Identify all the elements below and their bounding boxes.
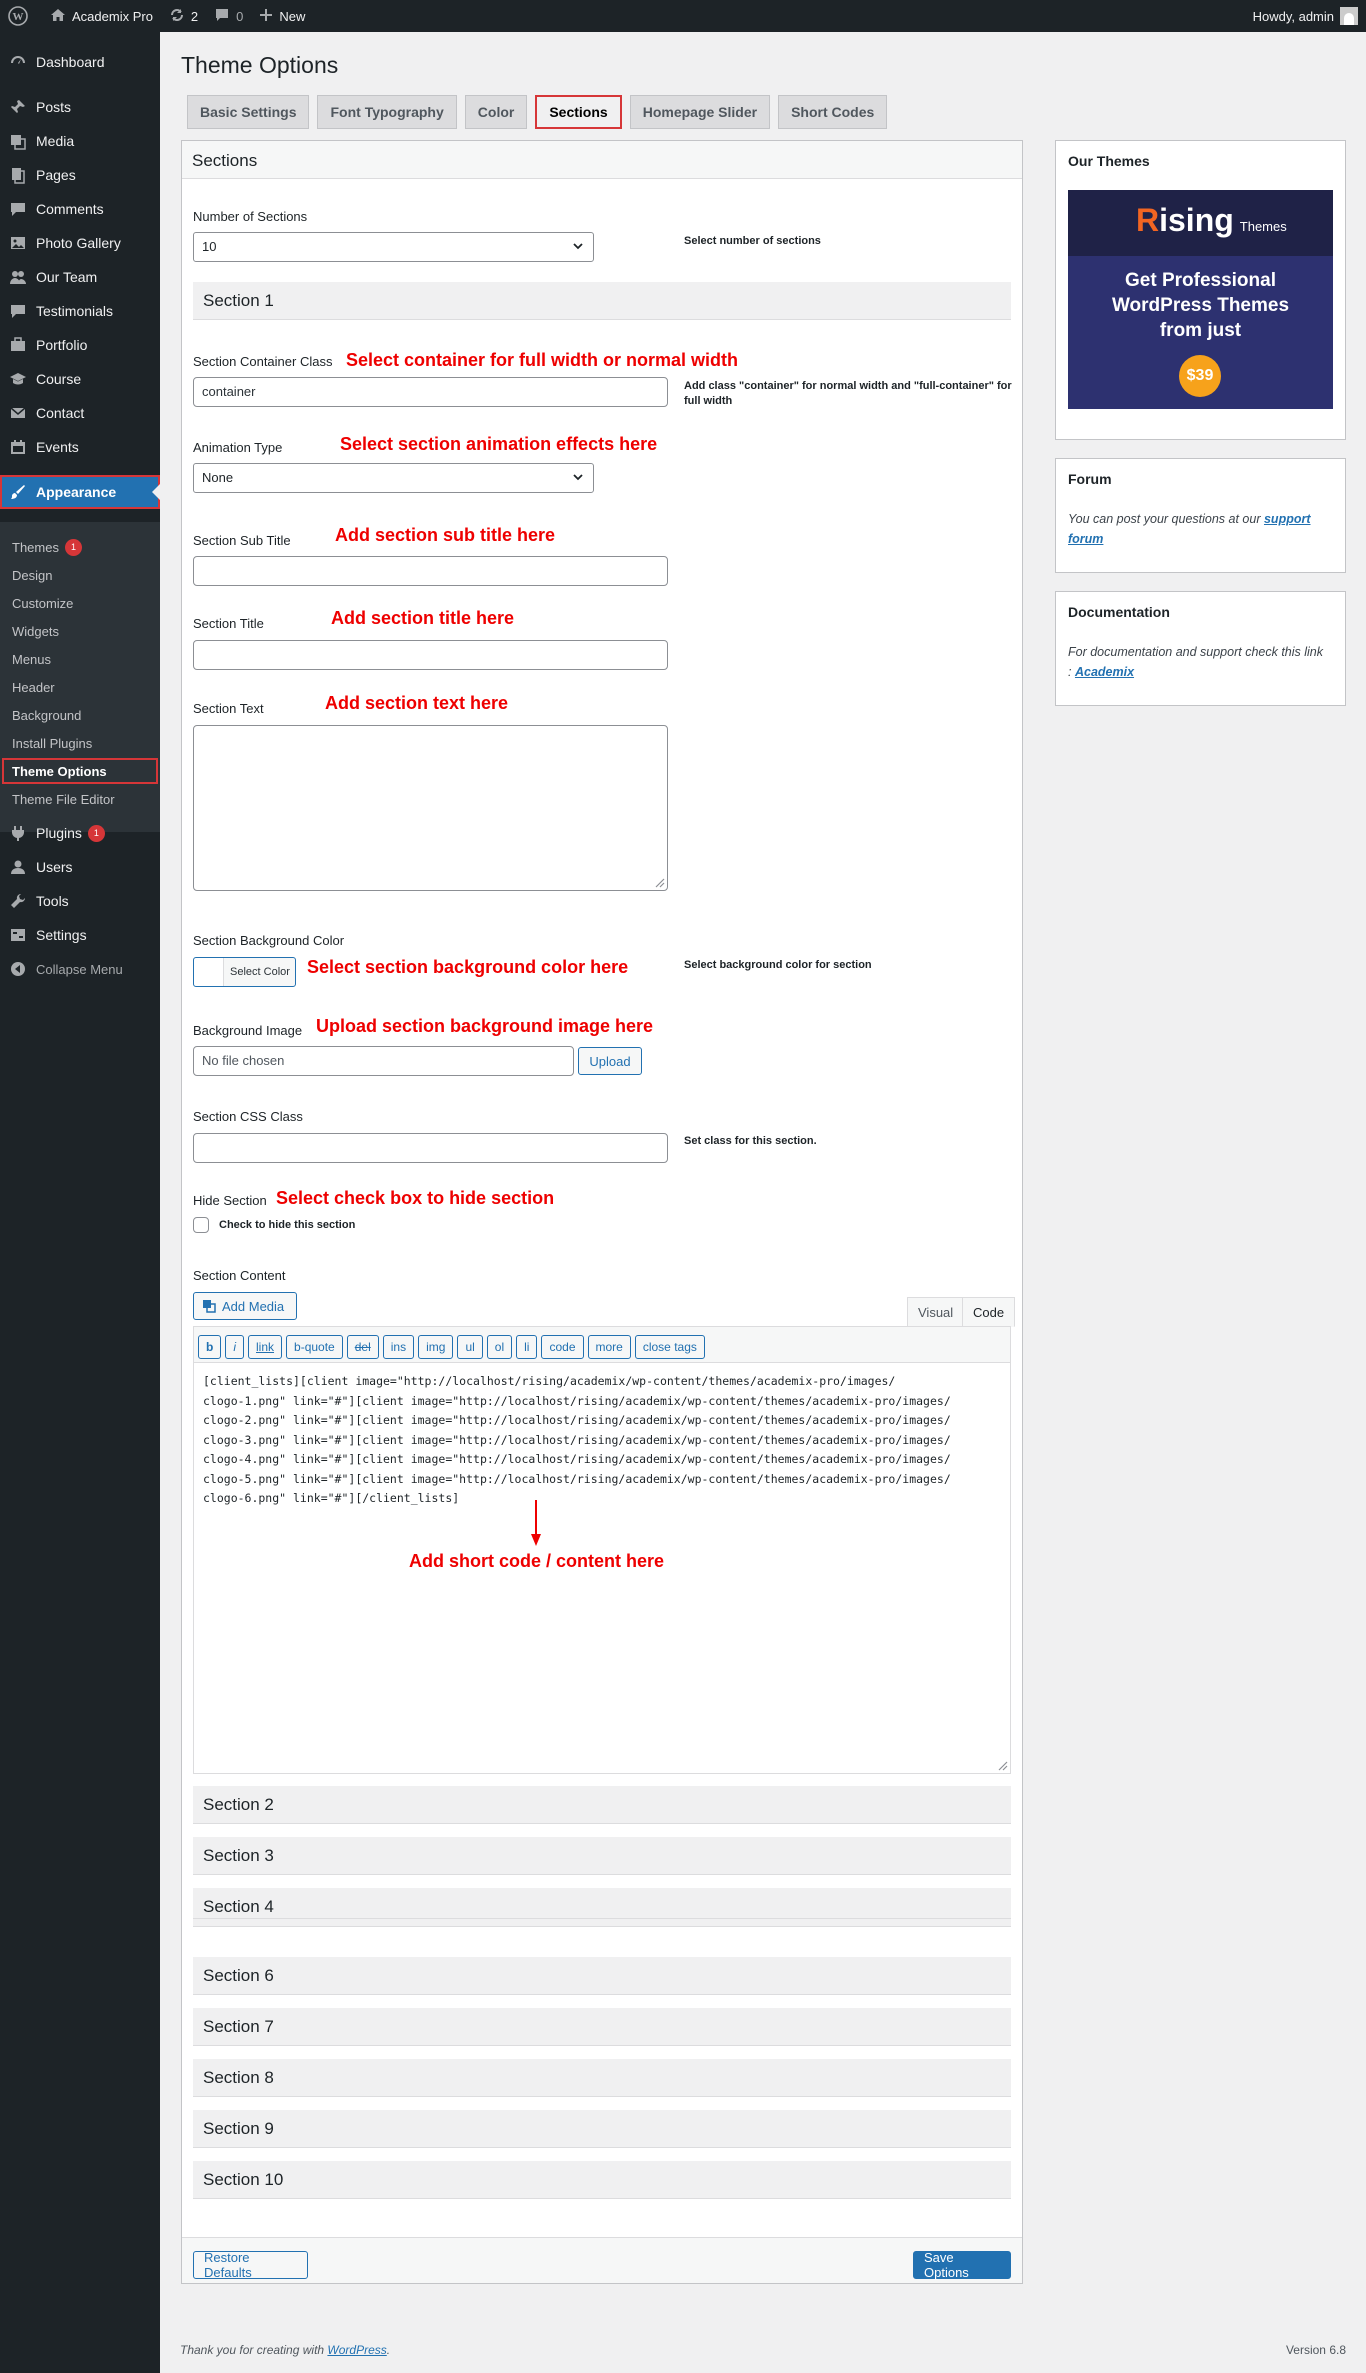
menu-label: Portfolio	[36, 337, 88, 353]
resize-grip-icon[interactable]	[653, 876, 665, 888]
qt-bold-button[interactable]: b	[198, 1335, 221, 1359]
documentation-title: Documentation	[1068, 604, 1170, 620]
qt-close-tags-button[interactable]: close tags	[635, 1335, 705, 1359]
qt-del-button[interactable]: del	[347, 1335, 379, 1359]
submenu-label: Design	[12, 567, 53, 583]
submenu-label: Background	[12, 707, 82, 723]
wordpress-logo-icon[interactable]	[0, 0, 42, 32]
section-9-header[interactable]: Section 9	[193, 2110, 1011, 2148]
submenu-widgets[interactable]	[0, 618, 160, 644]
price-badge: $39	[1179, 355, 1221, 397]
submenu-label: Install Plugins	[12, 735, 93, 751]
pin-icon	[8, 97, 28, 117]
section-content-code	[203, 1372, 951, 1509]
submenu-themes[interactable]	[0, 534, 160, 560]
section-2-header[interactable]: Section 2	[193, 1786, 1011, 1824]
submenu-label: Themes	[12, 539, 59, 555]
menu-appearance[interactable]	[0, 475, 160, 509]
forum-title: Forum	[1068, 471, 1112, 487]
collapse-arrow-icon	[8, 959, 28, 979]
sub-title-input[interactable]	[193, 556, 668, 586]
documentation-text	[1068, 642, 1338, 682]
options-tabs	[187, 95, 887, 129]
mail-icon	[8, 403, 28, 423]
qt-bquote-button[interactable]: b-quote	[286, 1335, 343, 1359]
menu-our-team[interactable]	[0, 260, 160, 294]
menu-label: Dashboard	[36, 54, 105, 70]
doc-prefix: :	[1068, 665, 1072, 679]
pages-icon	[8, 165, 28, 185]
css-class-hint: Set class for this section.	[684, 1135, 817, 1147]
plus-icon	[259, 8, 279, 25]
add-media-label: Add Media	[222, 1298, 285, 1314]
submenu-theme-file-editor[interactable]	[0, 786, 160, 812]
admin-sidebar	[0, 32, 160, 2373]
calendar-icon	[8, 437, 28, 457]
tab-homepage-slider[interactable]: Homepage Slider	[630, 95, 770, 129]
documentation-box	[1055, 591, 1346, 706]
forum-text-body: You can post your questions at our	[1068, 512, 1261, 526]
submenu-label: Theme Options	[12, 763, 107, 779]
site-name-link[interactable]	[42, 0, 161, 32]
qt-ul-button[interactable]: ul	[457, 1335, 482, 1359]
code-line: clogo-4.png" link="#"][client image="http://localhost/rising/academix/wp-content/themes/academix-pro/images/	[203, 1452, 951, 1466]
menu-pages[interactable]	[0, 158, 160, 192]
panel-title: Sections	[182, 141, 1022, 179]
annotation-subtitle: Add section sub title here	[335, 525, 556, 545]
code-line: clogo-3.png" link="#"][client image="http://localhost/rising/academix/wp-content/themes/academix-pro/images/	[203, 1432, 951, 1447]
num-sections-label: Number of Sections	[193, 209, 308, 224]
section-4-header[interactable]: Section 4	[193, 1888, 1011, 1919]
comment-icon	[214, 7, 236, 26]
submenu-label: Header	[12, 679, 55, 695]
animation-type-value: None	[202, 470, 234, 485]
section-content-label: Section Content	[193, 1268, 286, 1283]
qt-link-button[interactable]: link	[248, 1335, 282, 1359]
submenu-label: Widgets	[12, 623, 59, 639]
annotation-content: Add short code / content here	[409, 1551, 665, 1571]
code-tab[interactable]: Code	[962, 1297, 1015, 1327]
num-sections-hint: Select number of sections	[684, 235, 821, 247]
bg-color-label: Section Background Color	[193, 933, 345, 948]
chevron-down-icon	[571, 239, 585, 256]
logo-sub: Themes	[1239, 219, 1287, 234]
menu-label: Collapse Menu	[36, 961, 123, 977]
css-class-label: Section CSS Class	[193, 1109, 303, 1124]
sub-title-label: Section Sub Title	[193, 533, 291, 548]
restore-defaults-button[interactable]: Restore Defaults	[193, 2251, 308, 2279]
user-icon	[8, 857, 28, 877]
site-name-label: Academix Pro	[72, 8, 153, 24]
menu-portfolio[interactable]	[0, 328, 160, 362]
code-line: clogo-5.png" link="#"][client image="http://localhost/rising/academix/wp-content/themes/academix-pro/images/	[203, 1471, 951, 1486]
media-icon	[202, 1299, 216, 1313]
css-class-input[interactable]	[193, 1133, 668, 1163]
qt-more-button[interactable]: more	[588, 1335, 631, 1359]
menu-label: Course	[36, 371, 82, 387]
menu-media[interactable]	[0, 124, 160, 158]
num-sections-value: 10	[202, 239, 217, 254]
logo-word: ising	[1159, 202, 1234, 238]
resize-grip-icon[interactable]	[996, 1759, 1008, 1771]
rising-themes-logo	[1136, 202, 1287, 239]
support-forum-link-2[interactable]: forum	[1068, 532, 1104, 546]
section-10-header[interactable]: Section 10	[193, 2161, 1011, 2199]
animation-type-select[interactable]	[193, 463, 594, 493]
bg-image-input[interactable]: No file chosen	[193, 1046, 574, 1076]
menu-label: Pages	[36, 167, 76, 183]
section-3-header[interactable]: Section 3	[193, 1837, 1011, 1875]
panel-footer	[182, 2237, 1022, 2283]
collapse-menu-button[interactable]	[0, 952, 160, 986]
qt-code-button[interactable]: code	[541, 1335, 583, 1359]
num-sections-select[interactable]	[193, 232, 594, 262]
submenu-label: Theme File Editor	[12, 791, 115, 807]
footer-thanks: Thank you for creating with	[180, 2343, 325, 2357]
comments-count: 0	[236, 8, 244, 24]
gallery-icon	[8, 233, 28, 253]
qt-ins-button[interactable]: ins	[383, 1335, 414, 1359]
annotation-text: Add section text here	[325, 693, 509, 713]
tab-short-codes[interactable]: Short Codes	[778, 95, 887, 129]
annotation-animation: Select section animation effects here	[340, 434, 658, 454]
footer-period: .	[386, 2343, 391, 2357]
down-arrow-icon	[531, 1500, 541, 1549]
upload-button[interactable]: Upload	[578, 1047, 642, 1075]
admin-bar	[0, 0, 1366, 32]
menu-users[interactable]	[0, 850, 160, 884]
menu-label: Comments	[36, 201, 104, 217]
update-badge: 1	[88, 825, 105, 842]
submenu-design[interactable]	[0, 562, 160, 588]
menu-label: Plugins	[36, 825, 82, 841]
qt-italic-button[interactable]: i	[225, 1335, 244, 1359]
tab-sections[interactable]: Sections	[535, 95, 621, 129]
menu-label: Testimonials	[36, 303, 114, 319]
account-menu[interactable]	[1253, 7, 1366, 25]
rising-themes-banner[interactable]	[1068, 190, 1333, 409]
submenu-customize[interactable]	[0, 590, 160, 616]
menu-course[interactable]	[0, 362, 160, 396]
hide-section-checkbox[interactable]	[193, 1217, 209, 1233]
logo-initial: R	[1136, 202, 1160, 238]
menu-testimonials[interactable]	[0, 294, 160, 328]
annotation-bgimage: Upload section background image here	[316, 1016, 654, 1036]
menu-events[interactable]	[0, 430, 160, 464]
quote-icon	[8, 301, 28, 321]
wp-version: Version 6.8	[1285, 2343, 1346, 2357]
update-badge: 1	[65, 539, 82, 556]
menu-label: Contact	[36, 405, 85, 421]
menu-settings[interactable]	[0, 918, 160, 952]
support-forum-link[interactable]: support	[1263, 512, 1311, 526]
howdy-text: Howdy, admin	[1252, 8, 1334, 24]
menu-plugins[interactable]	[0, 816, 160, 850]
bg-image-label: Background Image	[193, 1023, 303, 1038]
menu-contact[interactable]	[0, 396, 160, 430]
course-icon	[8, 369, 28, 389]
submenu-label: Customize	[12, 595, 74, 611]
submenu-header[interactable]	[0, 674, 160, 700]
menu-label: Media	[36, 133, 75, 149]
container-class-label: Section Container Class	[193, 354, 333, 369]
animation-type-label: Animation Type	[193, 440, 283, 455]
add-media-button[interactable]	[193, 1292, 297, 1320]
forum-box	[1055, 458, 1346, 573]
dashboard-icon	[8, 52, 28, 72]
submenu-install-plugins[interactable]	[0, 730, 160, 756]
submenu-background[interactable]	[0, 702, 160, 728]
menu-photo-gallery[interactable]	[0, 226, 160, 260]
section-title-label: Section Title	[193, 616, 264, 631]
home-icon	[50, 7, 72, 26]
menu-comments[interactable]	[0, 192, 160, 226]
section-title-input[interactable]	[193, 640, 668, 670]
new-label: New	[279, 8, 306, 24]
svg-text:W: W	[12, 11, 24, 23]
menu-label: Tools	[36, 893, 69, 909]
bg-color-picker[interactable]	[193, 957, 296, 987]
qt-li-button[interactable]: li	[516, 1335, 537, 1359]
visual-tab[interactable]: Visual	[907, 1297, 964, 1327]
banner-text	[1068, 268, 1333, 343]
menu-label: Users	[36, 859, 73, 875]
qt-img-button[interactable]: img	[418, 1335, 453, 1359]
updates-count: 2	[190, 8, 199, 24]
section-6-header[interactable]: Section 6	[193, 1957, 1011, 1995]
doc-text-body: For documentation and support check this link	[1068, 645, 1323, 659]
hide-section-label: Hide Section	[193, 1193, 267, 1208]
menu-posts[interactable]	[0, 90, 160, 124]
section-5-header-overlap	[193, 1919, 1011, 1927]
comments-link[interactable]	[206, 0, 251, 32]
menu-label: Posts	[36, 99, 72, 115]
annotation-container: Select container for full width or normal width	[346, 350, 739, 370]
submenu-label: Menus	[12, 651, 52, 667]
section-8-header[interactable]: Section 8	[193, 2059, 1011, 2097]
code-line: clogo-2.png" link="#"][client image="http://localhost/rising/academix/wp-content/themes/academix-pro/images/	[203, 1413, 951, 1427]
admin-footer	[180, 2343, 390, 2357]
save-options-button[interactable]: Save Options	[913, 2251, 1011, 2279]
menu-label: Our Team	[36, 269, 98, 285]
hide-section-checkbox-label[interactable]: Check to hide this section	[219, 1219, 356, 1231]
page-title: Theme Options	[181, 52, 339, 78]
code-line: clogo-1.png" link="#"][client image="http://localhost/rising/academix/wp-content/themes/academix-pro/images/	[203, 1393, 951, 1408]
submenu-menus[interactable]	[0, 646, 160, 672]
select-color-label: Select Color	[230, 966, 290, 978]
code-line: [client_lists][client image="http://localhost/rising/academix/wp-content/themes/academix-pro/images/	[203, 1374, 896, 1388]
container-class-input[interactable]: container	[193, 377, 668, 407]
wordpress-link[interactable]: WordPress	[327, 2343, 387, 2357]
updates-link[interactable]	[161, 0, 206, 32]
wrench-icon	[8, 891, 28, 911]
portfolio-icon	[8, 335, 28, 355]
section-7-header[interactable]: Section 7	[193, 2008, 1011, 2046]
academix-link[interactable]: Academix	[1074, 665, 1135, 679]
bg-color-hint: Select background color for section	[684, 959, 872, 971]
annotation-hide: Select check box to hide section	[276, 1188, 555, 1208]
comments-icon	[8, 199, 28, 219]
menu-label: Events	[36, 439, 79, 455]
new-content-link[interactable]	[251, 0, 313, 32]
menu-tools[interactable]	[0, 884, 160, 918]
media-icon	[8, 131, 28, 151]
section-1-header[interactable]: Section 1	[193, 282, 1011, 320]
container-class-hint: Add class "container" for normal width and "full-container" for full width	[684, 380, 1012, 407]
banner-line: WordPress Themes	[1111, 295, 1290, 316]
plugin-icon	[8, 823, 28, 843]
color-swatch	[194, 958, 224, 986]
menu-dashboard[interactable]	[0, 45, 160, 79]
chevron-down-icon	[571, 470, 585, 487]
section-text-label: Section Text	[193, 701, 264, 716]
section-text-textarea[interactable]	[193, 725, 668, 891]
submenu-theme-options[interactable]	[2, 758, 158, 784]
tab-font-typography[interactable]: Font Typography	[317, 95, 456, 129]
updates-icon	[169, 7, 191, 26]
settings-icon	[8, 925, 28, 945]
menu-label: Photo Gallery	[36, 235, 121, 251]
brush-icon	[8, 482, 28, 502]
tab-basic-settings[interactable]: Basic Settings	[187, 95, 309, 129]
avatar	[1340, 7, 1358, 25]
menu-label: Settings	[36, 927, 87, 943]
qt-ol-button[interactable]: ol	[487, 1335, 512, 1359]
tab-color[interactable]: Color	[465, 95, 528, 129]
our-themes-title: Our Themes	[1068, 153, 1150, 169]
banner-line: Get Professional	[1125, 270, 1276, 291]
team-icon	[8, 267, 28, 287]
banner-line: from just	[1159, 320, 1242, 341]
menu-label: Appearance	[36, 484, 117, 500]
annotation-title: Add section title here	[331, 608, 515, 628]
annotation-bgcolor: Select section background color here	[307, 957, 629, 977]
forum-text	[1068, 509, 1333, 549]
code-line: clogo-6.png" link="#"][/client_lists]	[203, 1491, 460, 1505]
